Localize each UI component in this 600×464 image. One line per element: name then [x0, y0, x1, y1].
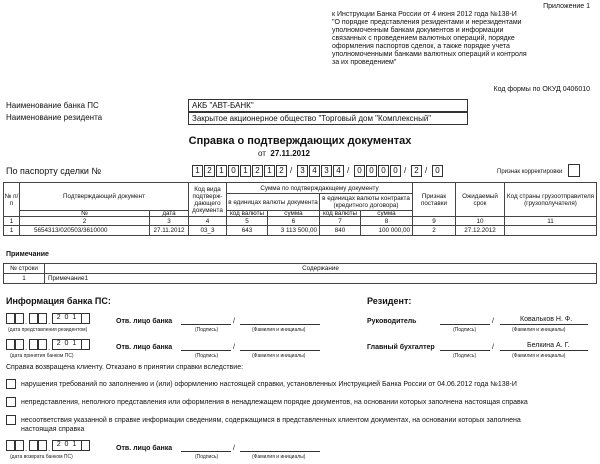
td-cur-code-2: 840: [319, 225, 361, 236]
passport-digit: 0: [228, 165, 239, 177]
passport-digit: 1: [240, 165, 251, 177]
appendix-label: Приложение 1: [543, 3, 590, 10]
fio-caption: (Фамилия и инициалы): [252, 327, 306, 333]
th-doc-num: №: [19, 210, 150, 217]
correction-checkbox[interactable]: [568, 164, 580, 177]
note-table: [3, 263, 597, 287]
year-prefix: 2 0 1: [52, 440, 82, 451]
resident-info-title: Резидент:: [367, 296, 412, 306]
fio-caption: (Фамилия и инициалы): [512, 353, 566, 359]
sign-caption: (Подпись): [195, 454, 219, 460]
officer-label: Отв. лицо банка: [116, 344, 173, 351]
th-doc-code: Код вида подтверж- дающего документа: [188, 182, 227, 217]
th-num: № п/п: [3, 182, 20, 217]
fio-caption: (Фамилия и инициалы): [252, 454, 306, 460]
bank-label: Наименование банка ПС: [6, 101, 99, 110]
date-caption: (дата принятия банком ПС): [10, 353, 74, 359]
th-doc-date: дата: [149, 210, 189, 217]
resident-label: Наименование резидента: [6, 113, 103, 122]
date-caption: (дата представления резидентом): [8, 327, 88, 333]
td-term: 27.12.2012: [455, 225, 505, 236]
reason-3-checkbox[interactable]: [6, 415, 16, 425]
col-number: 4: [188, 216, 227, 226]
th-amount-2: сумма: [360, 210, 413, 217]
accountant-name: Белкина А. Г.: [527, 342, 570, 349]
documents-table: [3, 182, 597, 244]
officer-label: Отв. лицо банка: [116, 318, 173, 325]
accountant-label: Главный бухгалтер: [367, 344, 435, 351]
th-term: Ожидаемый срок: [455, 182, 505, 217]
date-field-returned[interactable]: . . 2 0 1: [6, 440, 106, 452]
year-prefix: 2 0 1: [52, 313, 82, 324]
note-col-num: № строки: [3, 263, 45, 274]
head-name-line[interactable]: [500, 324, 588, 325]
passport-digit: 4: [333, 165, 344, 177]
document-date: [258, 149, 310, 159]
officer-name-line[interactable]: [240, 451, 320, 452]
officer-name-line[interactable]: [240, 324, 320, 325]
td-country: [504, 225, 597, 236]
note-col-content: Содержание: [44, 263, 597, 274]
col-number: 6: [267, 216, 320, 226]
reason-2-text: непредставления, неполного представления или оформления в ненадлежащем порядке документов, на основании которых заполнена настоящая справка: [21, 399, 528, 406]
instruction-reference: [332, 11, 592, 67]
passport-digit: 0: [366, 165, 377, 177]
bank-value: АКБ "АВТ-БАНК": [188, 99, 468, 112]
th-sum-contract: в единицах валюты контракта (кредитного договора): [319, 193, 413, 211]
passport-digit: 4: [309, 165, 320, 177]
officer-sign-line[interactable]: [181, 350, 231, 351]
td-cur-code: 643: [226, 225, 268, 236]
note-title: Примечание: [6, 251, 49, 258]
td-num: 1: [3, 225, 20, 236]
officer-name-line[interactable]: [240, 350, 320, 351]
correction-label: Признак корректировки: [497, 169, 563, 175]
passport-digit: 0: [432, 165, 443, 177]
td-doc-date: 27.11.2012: [149, 225, 189, 236]
note-row-text: Примечание1: [44, 273, 597, 284]
date-prefix: от: [258, 149, 266, 158]
passport-digit: 1: [192, 165, 203, 177]
col-number: 5: [226, 216, 268, 226]
instruction-line: оформления паспортов сделок, а также порядке учета: [332, 43, 510, 50]
th-country: Код страны грузоотправителя (грузополучателя): [504, 182, 597, 217]
passport-digit: 1: [264, 165, 275, 177]
instruction-line: "О порядке представления резидентами и нерезидентами: [332, 19, 522, 26]
reason-3-text-cont: настоящая справка: [21, 426, 85, 433]
passport-digit: 1: [216, 165, 227, 177]
refusal-intro: Справка возвращена клиенту. Отказано в принятии справки вследствие:: [6, 364, 244, 371]
th-doc: Подтверждающий документ: [19, 182, 189, 211]
document-title: Справка о подтверждающих документах: [188, 135, 412, 147]
th-cur-code: код валюты: [226, 210, 268, 217]
okud-code: Код формы по ОКУД 0406010: [493, 86, 590, 93]
col-number: 2: [19, 216, 150, 226]
instruction-line: уполномоченными банками валютных операций и контроля: [332, 51, 527, 58]
accountant-name-line[interactable]: [500, 350, 588, 351]
col-number: 10: [455, 216, 505, 226]
head-label: Руководитель: [367, 318, 417, 325]
passport-digit: 0: [354, 165, 365, 177]
passport-digit: 3: [321, 165, 332, 177]
col-number: 11: [504, 216, 597, 226]
passport-digit: 0: [378, 165, 389, 177]
passport-digit: 2: [411, 165, 422, 177]
instruction-line: связанных с проведением валютных операций, порядке: [332, 35, 515, 42]
col-number: 1: [3, 216, 20, 226]
th-cur-code-2: код валюты: [319, 210, 361, 217]
date-value: 27.11.2012: [270, 149, 310, 158]
sign-caption: (Подпись): [195, 327, 219, 333]
col-number: 9: [412, 216, 456, 226]
reason-1-text: нарушения требований по заполнению и (или) оформлению настоящей справки, установленных Инструкцией Банка России от 04.06.2012 года №138-И: [21, 381, 517, 388]
fio-caption: (Фамилия и инициалы): [512, 327, 566, 333]
reason-3-text: несоответствия указанной в справке информации сведениям, содержащимся в представленных клиентом документах, на основании которых заполнена: [21, 417, 521, 424]
resident-value: Закрытое акционерное общество "Торговый дом "Комплексный": [188, 112, 468, 125]
officer-sign-line[interactable]: [181, 451, 231, 452]
sign-caption: (Подпись): [453, 353, 477, 359]
accountant-sign-line[interactable]: [440, 350, 490, 351]
head-sign-line[interactable]: [440, 324, 490, 325]
officer-sign-line[interactable]: [181, 324, 231, 325]
fio-caption: (Фамилия и инициалы): [252, 353, 306, 359]
instruction-line: уполномоченным банкам документов и информации: [332, 27, 504, 34]
col-number: 7: [319, 216, 361, 226]
passport-digit: 2: [204, 165, 215, 177]
passport-digit: 3: [297, 165, 308, 177]
td-doc-num: 5654313/020503/3610000: [19, 225, 150, 236]
reason-1-checkbox[interactable]: [6, 379, 16, 389]
td-doc-code: 03_3: [188, 225, 227, 236]
date-caption: (дата возврата банком ПС): [10, 454, 73, 460]
passport-digit: 2: [276, 165, 287, 177]
td-amount-2: 100 000,00: [360, 225, 413, 236]
date-field-accepted[interactable]: . . 2 0 1: [6, 339, 106, 351]
col-number: 8: [360, 216, 413, 226]
head-name: Ковальков Н. Ф.: [520, 316, 573, 323]
instruction-line: за их проведением": [332, 59, 397, 66]
col-number: 3: [149, 216, 189, 226]
sign-caption: (Подпись): [195, 353, 219, 359]
passport-label: По паспорту сделки №: [6, 166, 102, 176]
officer-label: Отв. лицо банка: [116, 445, 173, 452]
td-amount: 3 113 500,00: [267, 225, 320, 236]
passport-digit: 0: [390, 165, 401, 177]
instruction-line: к Инструкции Банка России от 4 июня 2012 года №138-И: [332, 11, 517, 18]
th-sum: Сумма по подтверждающему документу: [226, 182, 413, 194]
passport-digit: 2: [252, 165, 263, 177]
date-field-submitted[interactable]: . . 2 0 1: [6, 313, 106, 325]
th-sum-doc: в единицах валюты документа: [226, 193, 320, 211]
note-row-num: 1: [3, 273, 45, 284]
bank-info-title: Информация банка ПС:: [6, 296, 111, 306]
sign-caption: (Подпись): [453, 327, 477, 333]
th-supply: Признак поставки: [412, 182, 456, 217]
reason-2-checkbox[interactable]: [6, 397, 16, 407]
passport-number-field: 1 2 1 0 1 2 1 2 / 3 4 3 4 / 0 0 0 0 / 2 / 0: [192, 165, 492, 178]
th-amount: сумма: [267, 210, 320, 217]
td-supply: 2: [412, 225, 456, 236]
year-prefix: 2 0 1: [52, 339, 82, 350]
